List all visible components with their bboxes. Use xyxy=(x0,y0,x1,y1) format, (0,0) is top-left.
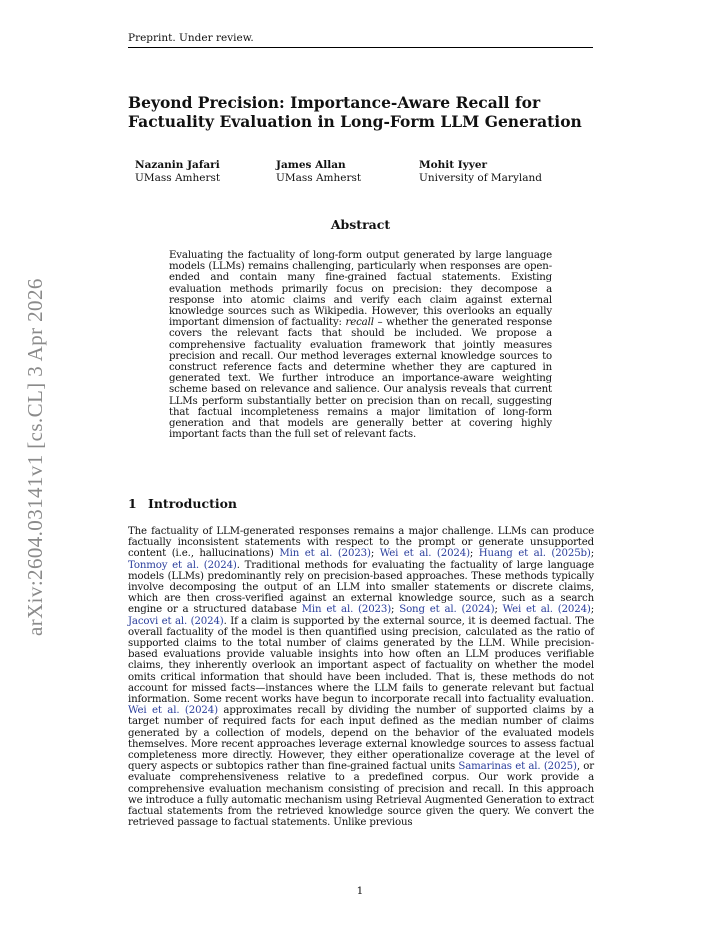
abstract-text-part: Evaluating the factuality of long-form output generated by large language models (LLMs) remains challenging, particularly when responses are open-ended and contain many fine-grained factual statements. Existing evaluation methods primarily focus on precision: they decompose a response into atomic claims and verify each claim against external knowledge sources such as Wikipedia. However, this overlooks an equally important dimension of factuality: xyxy=(169,250,552,329)
citation-link[interactable]: Min et al. (2023) xyxy=(279,548,371,560)
body-text: The factuality of LLM-generated responses remains a major challenge. LLMs can produce factually inconsistent statements with respect to the prompt or generate unsupported content (i.e., hallucinations) xyxy=(128,526,594,560)
abstract-emphasis: recall xyxy=(345,317,374,329)
citation-separator: ; xyxy=(590,548,595,560)
author-affiliation: University of Maryland xyxy=(419,172,542,184)
abstract-text-part: – whether the generated response covers the relevant facts that should be included. We propose a comprehensive factuality evaluation framework that jointly measures precision and recall. Our method leverages external knowledge sources to construct reference facts and determine whether they are captured in generated text. We further introduce an importance-aware weighting scheme based on relevance and salience. Our analysis reveals that current LLMs perform substantially better on precision than on recall, suggesting that factual incompleteness remains a major limitation of long-form generation and that models are generally better at covering highly important facts than the full set of relevant facts. xyxy=(169,317,552,441)
body-text: . If a claim is supported by the external source, it is deemed factual. The overall factuality of the model is then quantified using precision, calculated as the ratio of supported claims to the total number of claims generated by the LLM. While precision-based evaluations provide valuable insights into how often an LLM produces verifiable claims, they inherently overlook an important aspect of factuality on whether the model omits critical information that should have been included. That is, these methods do not account for missed facts—instances where the LLM fails to generate relevant but factual information. Some recent works have begun to incorporate recall into factuality evaluation. xyxy=(128,615,594,706)
citation-separator: ; xyxy=(370,548,380,560)
citation-link[interactable]: Wei et al. (2024) xyxy=(379,548,470,560)
author-2 xyxy=(276,159,361,185)
section-heading xyxy=(128,496,593,511)
citation-separator: ; xyxy=(590,604,595,616)
abstract-heading: Abstract xyxy=(330,217,391,232)
author-affiliation: UMass Amherst xyxy=(135,172,221,184)
citation-link[interactable]: Huang et al. (2025b) xyxy=(478,548,591,560)
body-text: , or evaluate comprehensiveness relative to a predefined corpus. Our work provide a comprehensive evaluation mechanism consisting of precision and recall. In this approach we introduce a fully automatic mechanism using Retrieval Augmented Generation to extract factual statements from the retrieved knowledge source given the query. We convert the retrieved passage to factual statements. Unlike previous xyxy=(128,761,594,829)
author-1 xyxy=(135,159,220,185)
section-title: Introduction xyxy=(148,496,238,511)
body-text: . Traditional methods for evaluating the factuality of large language models (LLMs) predominantly rely on precision-based approaches. These methods typically involve decomposing the output of an LLM into smaller statements or discrete claims, which are then cross-verified against an external knowledge source, such as a search engine or a structured database xyxy=(128,559,595,616)
section-number: 1 xyxy=(128,496,137,511)
citation-link[interactable]: Wei et al. (2024) xyxy=(502,604,591,616)
author-3 xyxy=(419,159,542,185)
abstract-text xyxy=(169,250,552,440)
citation-link[interactable]: Min et al. (2023) xyxy=(301,604,392,616)
arxiv-watermark: arXiv:2604.03141v1 [cs.CL] 3 Apr 2026 xyxy=(23,278,47,636)
citation-separator: ; xyxy=(469,548,479,560)
paper-title: Beyond Precision: Importance-Aware Recall for Factuality Evaluation in Long-Form LLM Generation xyxy=(128,93,582,131)
citation-link[interactable]: Samarinas et al. (2025) xyxy=(458,761,577,773)
running-header: Preprint. Under review. xyxy=(128,32,593,48)
author-name: James Allan xyxy=(276,159,346,171)
citation-link[interactable]: Tonmoy et al. (2024) xyxy=(128,559,237,571)
author-name: Nazanin Jafari xyxy=(135,159,220,171)
author-affiliation: UMass Amherst xyxy=(276,172,362,184)
citation-link[interactable]: Jacovi et al. (2024) xyxy=(128,615,224,627)
citation-separator: ; xyxy=(391,604,400,616)
body-text: approximates recall by dividing the number of supported claims by a target number of required facts for each input defined as the median number of claims generated by a collection of models, depend on the behavior of the evaluated models themselves. More recent approaches leverage external knowledge sources to assess factual completeness more directly. However, they either operationalize coverage at the level of query aspects or subtopics rather than fine-grained factual units xyxy=(128,705,594,773)
page-number: 1 xyxy=(356,885,364,897)
citation-separator: ; xyxy=(494,604,503,616)
citation-link[interactable]: Wei et al. (2024) xyxy=(128,705,218,717)
citation-link[interactable]: Song et al. (2024) xyxy=(399,604,495,616)
author-name: Mohit Iyyer xyxy=(419,159,488,171)
introduction-text xyxy=(128,526,594,828)
